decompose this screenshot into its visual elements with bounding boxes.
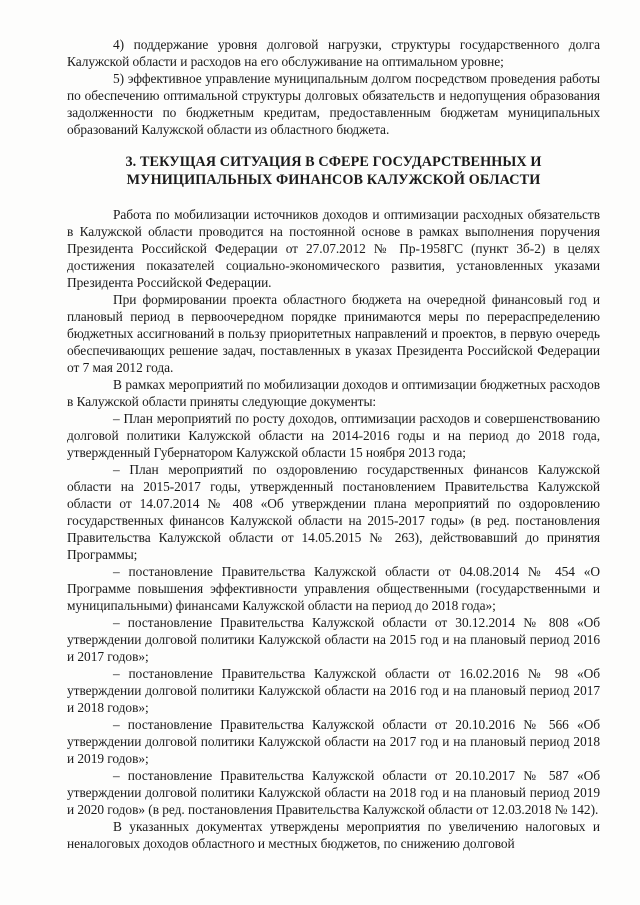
document-item-plan-2015: – План мероприятий по оздоровлению государственных финансов Калужской области на 2015-2017 годы, утвержденный постановлением Правительства Калужской области от 14.07.2014 № 408 «Об утверждении плана мероприятий по оздоровлению государственных финансов Калужской области на 2015-2017 годы» (в ред. постановления Правительства Калужской области от 14.05.2015 № 263), действовавший до принятия Программы;	[67, 462, 600, 562]
paragraph-measures: В указанных документах утверждены мероприятия по увеличению налоговых и неналоговых доходов областного и местных бюджетов, по снижению долговой	[67, 819, 600, 851]
document-item-resolution-98: – постановление Правительства Калужской области от 16.02.2016 № 98 «Об утверждении долговой политики Калужской области на 2016 год и на плановый период 2017 и 2018 годов»;	[67, 666, 600, 715]
document-item-resolution-587: – постановление Правительства Калужской области от 20.10.2017 № 587 «Об утверждении долговой политики Калужской области на 2018 год и на плановый период 2019 и 2020 годов» (в ред. постановления Правительства Калужской области от 12.03.2018 № 142).	[67, 768, 600, 817]
section-heading-line-1: 3. ТЕКУЩАЯ СИТУАЦИЯ В СФЕРЕ ГОСУДАРСТВЕННЫХ И	[125, 154, 542, 170]
section-heading	[67, 153, 600, 189]
document-item-plan-2014: – План мероприятий по росту доходов, оптимизации расходов и совершенствованию долговой политики Калужской области на 2014-2016 годы и на период до 2018 года, утвержденный Губернатором Калужской области 15 ноября 2013 года;	[67, 411, 600, 460]
paragraph-budget-formation: При формировании проекта областного бюджета на очередной финансовый год и плановый период в первоочередном порядке принимаются меры по перераспределению бюджетных ассигнований в пользу приоритетных направлений и проектов, в первую очередь обеспечивающих решение задач, поставленных в указах Президента Российской Федерации от 7 мая 2012 года.	[67, 292, 600, 375]
document-body	[67, 36, 600, 852]
intro-item-5: 5) эффективное управление муниципальным долгом посредством проведения работы по обеспечению оптимальной структуры долговых обязательств и недопущения образования задолженности по бюджетным кредитам, предоставленным бюджетам муниципальных образований Калужской области из областного бюджета.	[67, 71, 600, 137]
section-heading-line-2: МУНИЦИПАЛЬНЫХ ФИНАНСОВ КАЛУЖСКОЙ ОБЛАСТИ	[126, 172, 541, 188]
document-item-resolution-566: – постановление Правительства Калужской области от 20.10.2016 № 566 «Об утверждении долговой политики Калужской области на 2017 год и на плановый период 2018 и 2019 годов»;	[67, 717, 600, 766]
document-item-resolution-808: – постановление Правительства Калужской области от 30.12.2014 № 808 «Об утверждении долговой политики Калужской области на 2015 год и на плановый период 2016 и 2017 годов»;	[67, 615, 600, 664]
intro-item-4: 4) поддержание уровня долговой нагрузки, структуры государственного долга Калужской области и расходов на его обслуживание на оптимальном уровне;	[67, 37, 600, 69]
paragraph-documents-intro: В рамках мероприятий по мобилизации доходов и оптимизации бюджетных расходов в Калужской области приняты следующие документы:	[67, 377, 600, 409]
document-item-resolution-454: – постановление Правительства Калужской области от 04.08.2014 № 454 «О Программе повышения эффективности управления общественными (государственными и муниципальными) финансами Калужской области на период до 2018 года»;	[67, 564, 600, 613]
paragraph-mobilization: Работа по мобилизации источников доходов и оптимизации расходных обязательств в Калужской области проводится на постоянной основе в рамках выполнения поручения Президента Российской Федерации от 27.07.2012 № Пр-1958ГС (пункт 3б-2) в целях достижения показателей социально-экономического развития, установленных указами Президента Российской Федерации.	[67, 207, 600, 290]
